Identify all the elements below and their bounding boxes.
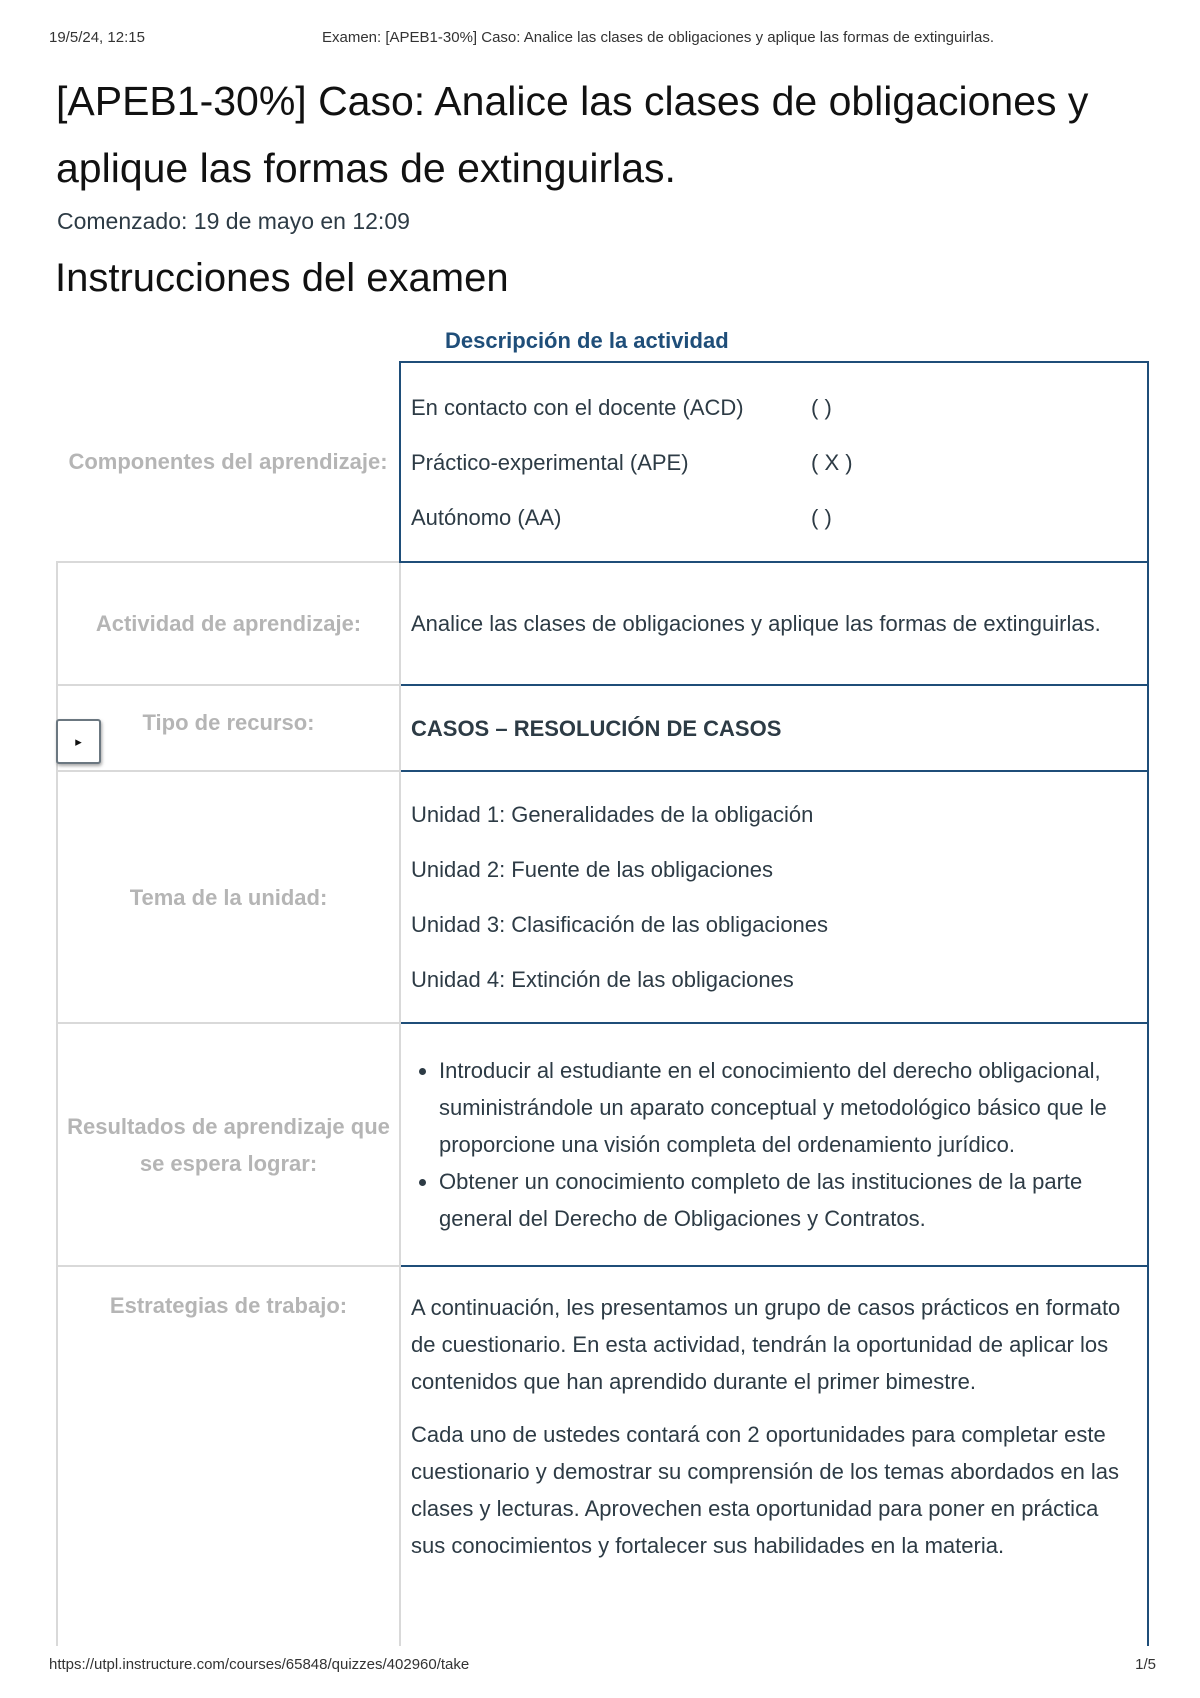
component-name: Autónomo (AA)	[411, 504, 562, 530]
outcomes-list	[411, 1052, 1135, 1237]
activity-description-table	[56, 361, 1149, 1646]
units-label: Tema de la unidad:	[57, 771, 400, 1023]
component-item	[411, 380, 1135, 435]
strategies-label: Estrategias de trabajo:	[57, 1266, 400, 1646]
outcomes-label: Resultados de aprendizaje que se espera lograr:	[57, 1023, 400, 1266]
page-number: 1/5	[1135, 1656, 1156, 1673]
component-item	[411, 435, 1135, 490]
activity-row	[57, 562, 1148, 685]
table-caption: Descripción de la actividad	[445, 328, 729, 353]
outcomes-row	[57, 1023, 1148, 1266]
unit-item: Unidad 3: Clasificación de las obligaciones	[411, 912, 829, 937]
outcomes-value	[400, 1023, 1148, 1266]
instructions-heading: Instrucciones del examen	[55, 256, 509, 300]
print-date: 19/5/24, 12:15	[49, 29, 145, 46]
started-timestamp: Comenzado: 19 de mayo en 12:09	[57, 208, 410, 234]
component-name: En contacto con el docente (ACD)	[411, 394, 744, 420]
component-name: Práctico-experimental (APE)	[411, 449, 689, 475]
unit-item: Unidad 4: Extinción de las obligaciones	[411, 967, 794, 992]
print-document-title: Examen: [APEB1-30%] Caso: Analice las clases de obligaciones y aplique las formas de extinguirlas.	[322, 29, 995, 46]
components-label: Componentes del aprendizaje:	[68, 449, 388, 474]
play-triangle-icon: ▸	[75, 733, 82, 749]
strategy-paragraph: A continuación, les presentamos un grupo de casos prácticos en formato de cuestionario. En esta actividad, tendrán la oportunidad de aplicar los contenidos que han aprendido durante el primer bimestre.	[411, 1295, 1121, 1394]
unit-item: Unidad 1: Generalidades de la obligación	[411, 802, 814, 827]
units-value	[400, 771, 1148, 1023]
page-url: https://utpl.instructure.com/courses/65848/quizzes/402960/take	[49, 1656, 470, 1673]
activity-value: Analice las clases de obligaciones y aplique las formas de extinguirlas.	[400, 562, 1148, 685]
strategy-paragraph: Cada uno de ustedes contará con 2 oportunidades para completar este cuestionario y demostrar su comprensión de los temas abordados en las clases y lecturas. Aprovechen esta oportunidad para poner en práctica sus conocimientos y fortalecer sus habilidades en la materia.	[411, 1422, 1120, 1558]
quiz-title: [APEB1-30%] Caso: Analice las clases de obligaciones y aplique las formas de extinguirlas.	[56, 78, 1089, 191]
activity-label: Actividad de aprendizaje:	[57, 562, 400, 685]
print-footer	[49, 1656, 1156, 1676]
sidebar-toggle-button[interactable]	[56, 719, 101, 764]
resource-value: CASOS – RESOLUCIÓN DE CASOS	[400, 685, 1148, 771]
component-mark: ( )	[811, 504, 832, 530]
strategies-value	[400, 1266, 1148, 1646]
outcome-item: • Introducir al estudiante en el conocimiento del derecho obligacional, suministrándole un aparato conceptual y metodológico básico que le proporcione una visión completa del ordenamiento jurídico.	[439, 1052, 1135, 1163]
units-row	[57, 771, 1148, 1023]
component-mark: ( )	[811, 394, 832, 420]
resource-row	[57, 685, 1148, 771]
print-header	[49, 29, 1160, 49]
component-item	[411, 490, 1135, 545]
outcome-item: • Obtener un conocimiento completo de las instituciones de la parte general del Derecho de Obligaciones y Contratos.	[439, 1163, 1135, 1237]
components-value	[400, 362, 1148, 562]
component-mark: ( X )	[811, 449, 853, 475]
resource-label: Tipo de recurso:	[57, 685, 400, 771]
unit-item: Unidad 2: Fuente de las obligaciones	[411, 857, 774, 882]
components-row	[57, 362, 1148, 562]
strategies-row	[57, 1266, 1148, 1646]
